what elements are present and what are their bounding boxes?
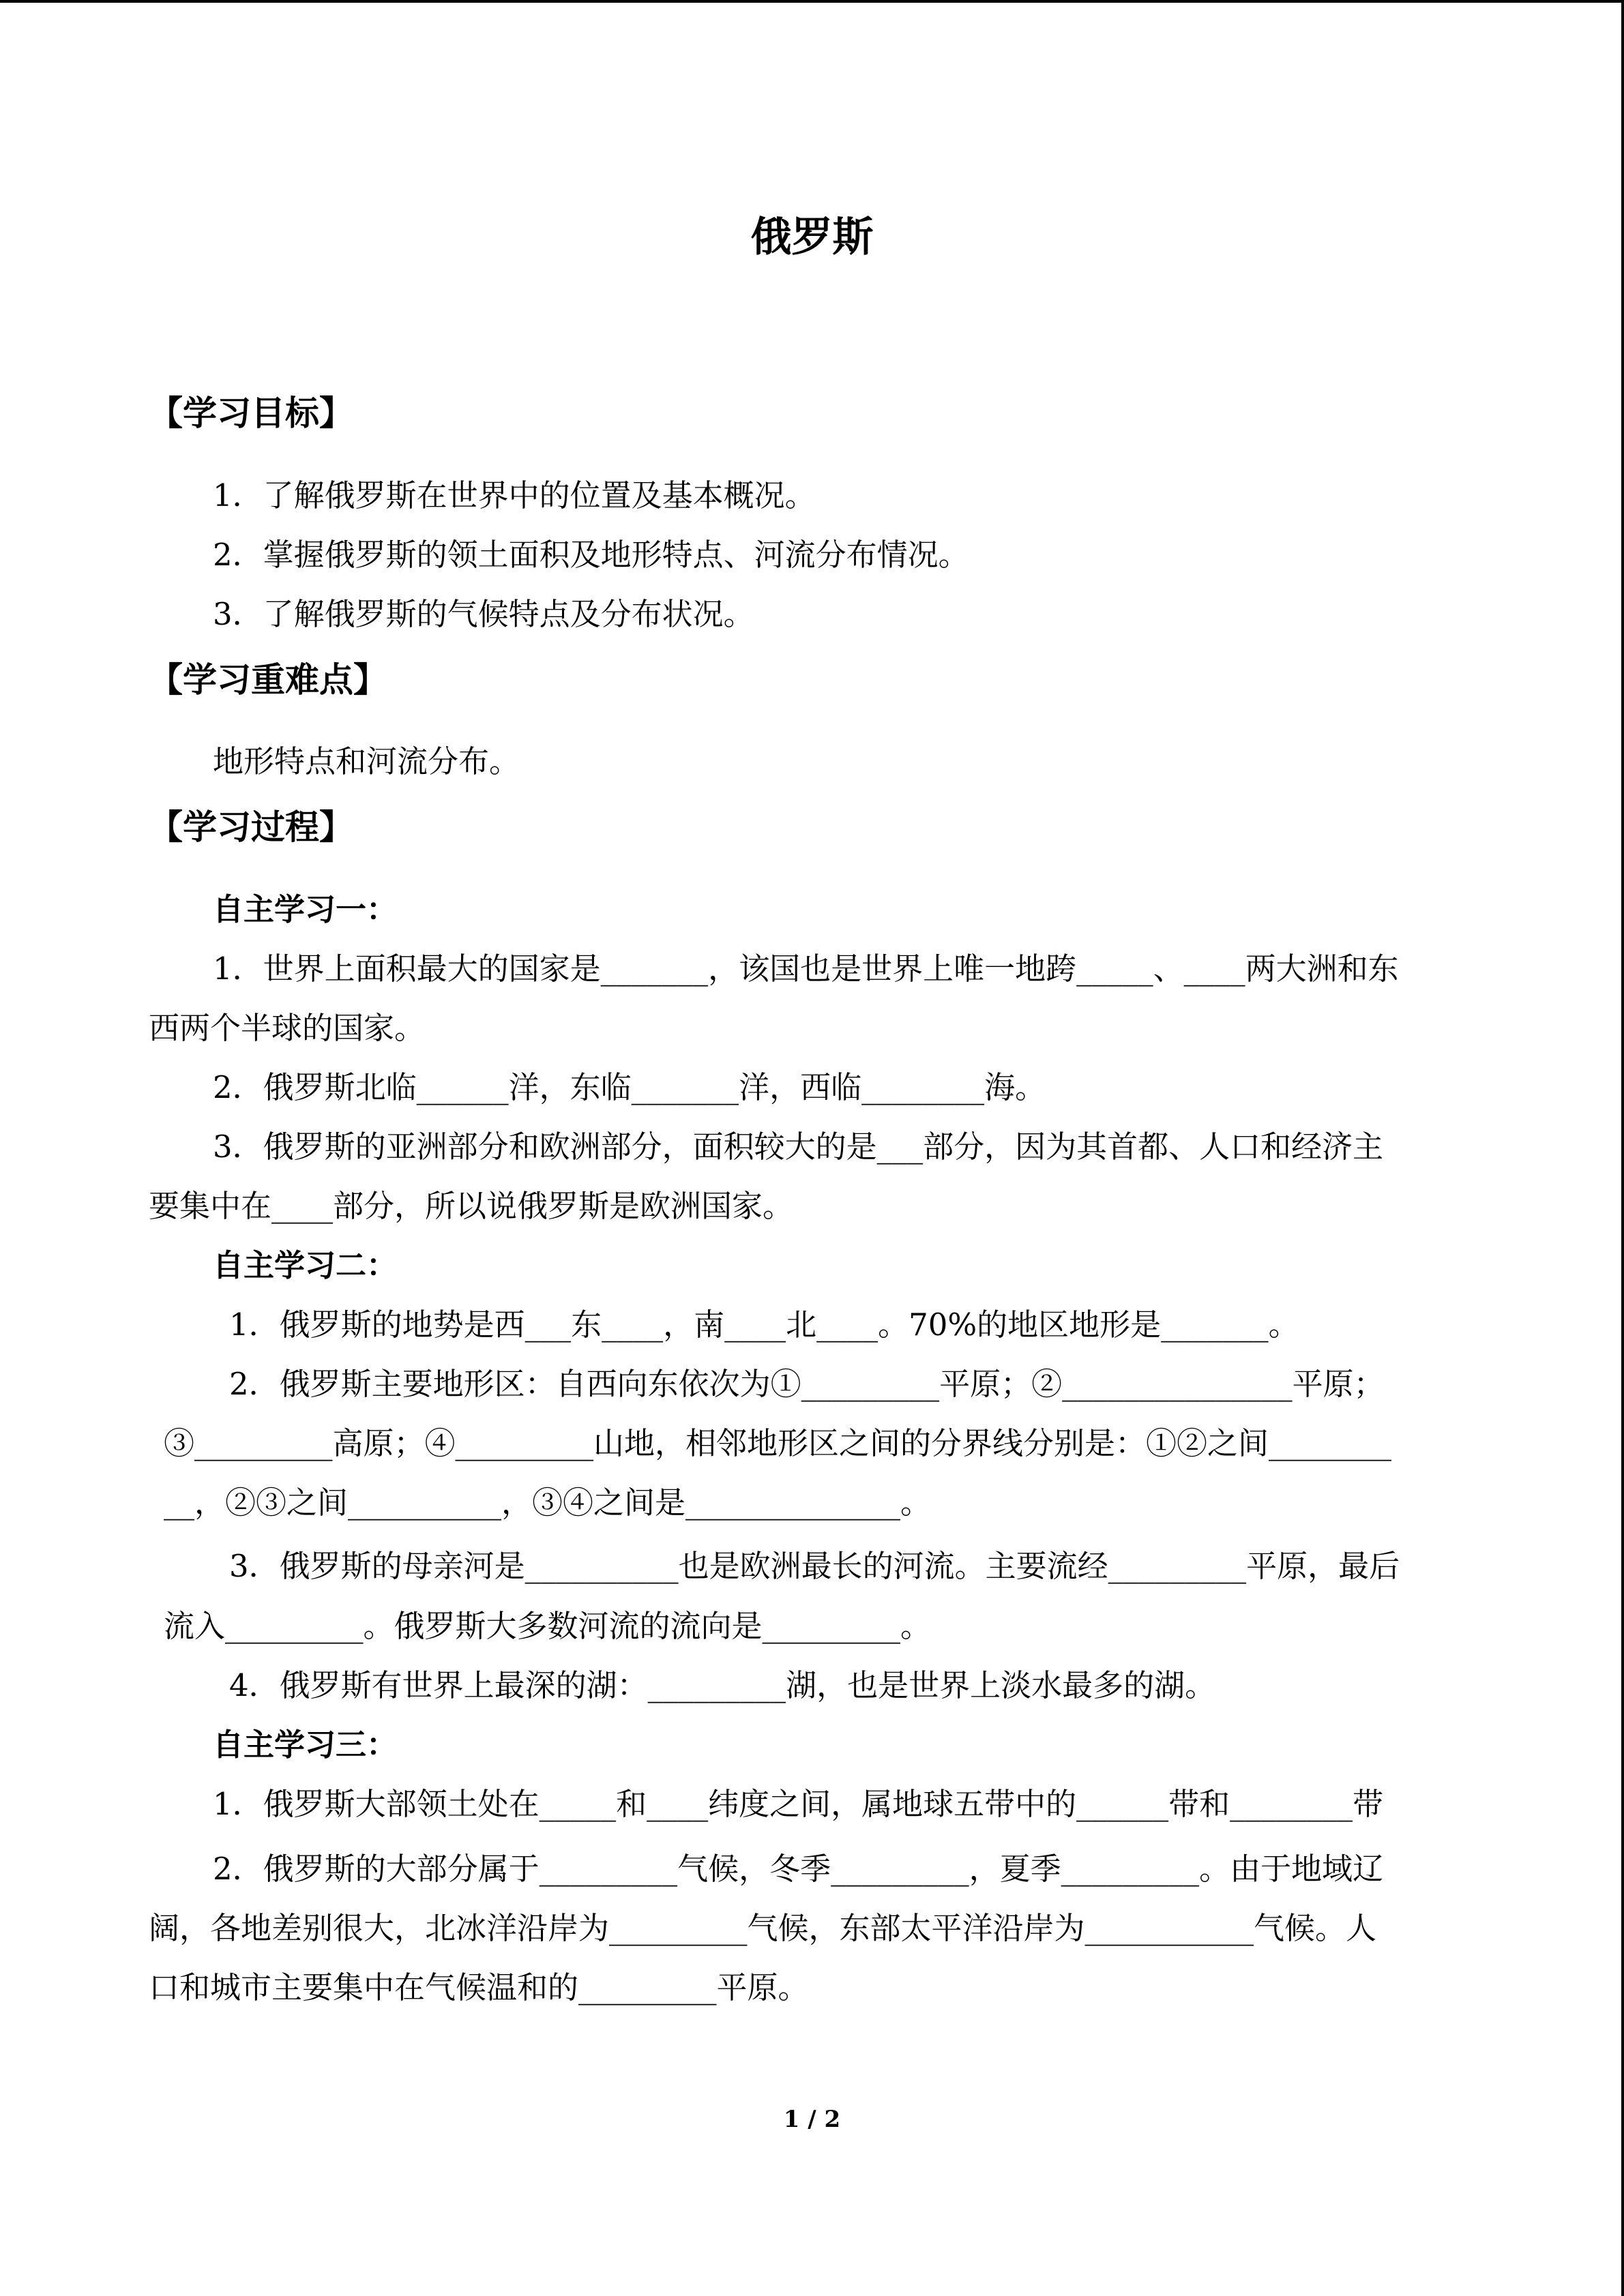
objectives-heading: 【学习目标】 — [149, 393, 353, 433]
part2-label: 自主学习二： — [213, 1247, 398, 1283]
page-border-top — [0, 0, 1624, 3]
part1-line-2: 西两个半球的国家。 — [149, 1010, 426, 1046]
part3-line-2: 2．俄罗斯的大部分属于_________气候，冬季_________，夏季_________。由于地域辽 — [213, 1851, 1384, 1887]
part2-line-4: __，②③之间__________，③④之间是______________。 — [164, 1485, 932, 1521]
part1-line-3: 2．俄罗斯北临______洋，东临_______洋，西临________海。 — [213, 1069, 1046, 1105]
part1-line-1: 1．世界上面积最大的国家是_______，该国也是世界上唯一地跨_____、____两大洲和东 — [213, 951, 1399, 987]
part2-line-1: 1．俄罗斯的地势是西___东____，南____北____。70%的地区地形是_______。 — [229, 1307, 1299, 1343]
part2-line-7: 4．俄罗斯有世界上最深的湖：_________湖，也是世界上淡水最多的湖。 — [229, 1667, 1216, 1703]
key-points-heading: 【学习重难点】 — [149, 660, 387, 700]
part2-line-3: ③_________高原；④_________山地，相邻地形区之间的分界线分别是：①②之间________ — [164, 1425, 1392, 1461]
part3-line-4: 口和城市主要集中在气候温和的_________平原。 — [149, 1969, 809, 2006]
part2-line-5: 3．俄罗斯的母亲河是__________也是欧洲最长的河流。主要流经_________平原，最后 — [229, 1548, 1400, 1584]
objective-item-1: 1．了解俄罗斯在世界中的位置及基本概况。 — [213, 477, 816, 513]
part3-label: 自主学习三： — [213, 1727, 398, 1763]
part1-label: 自主学习一： — [213, 891, 398, 927]
objective-item-3: 3．了解俄罗斯的气候特点及分布状况。 — [213, 596, 754, 632]
part2-line-6: 流入_________。俄罗斯大多数河流的流向是_________。 — [164, 1608, 932, 1644]
part3-line-1: 1．俄罗斯大部领土处在_____和____纬度之间，属地球五带中的______带和________带 — [213, 1786, 1384, 1822]
process-heading: 【学习过程】 — [149, 807, 353, 847]
part1-line-4: 3．俄罗斯的亚洲部分和欧洲部分，面积较大的是___部分，因为其首都、人口和经济主 — [213, 1129, 1384, 1165]
page-border-right — [1621, 0, 1624, 2296]
key-points-text: 地形特点和河流分布。 — [213, 743, 520, 779]
part2-line-2: 2．俄罗斯主要地形区：自西向东依次为①_________平原；②_______________平原； — [229, 1366, 1385, 1402]
page-number: 1 / 2 — [783, 2106, 841, 2133]
page-title: 俄罗斯 — [750, 213, 874, 261]
objective-item-2: 2．掌握俄罗斯的领土面积及地形特点、河流分布情况。 — [213, 537, 969, 573]
part3-line-3: 阔，各地差别很大，北冰洋沿岸为_________气候，东部太平洋沿岸为___________气候。人 — [149, 1910, 1377, 1946]
part1-line-5: 要集中在____部分，所以说俄罗斯是欧洲国家。 — [149, 1188, 794, 1224]
